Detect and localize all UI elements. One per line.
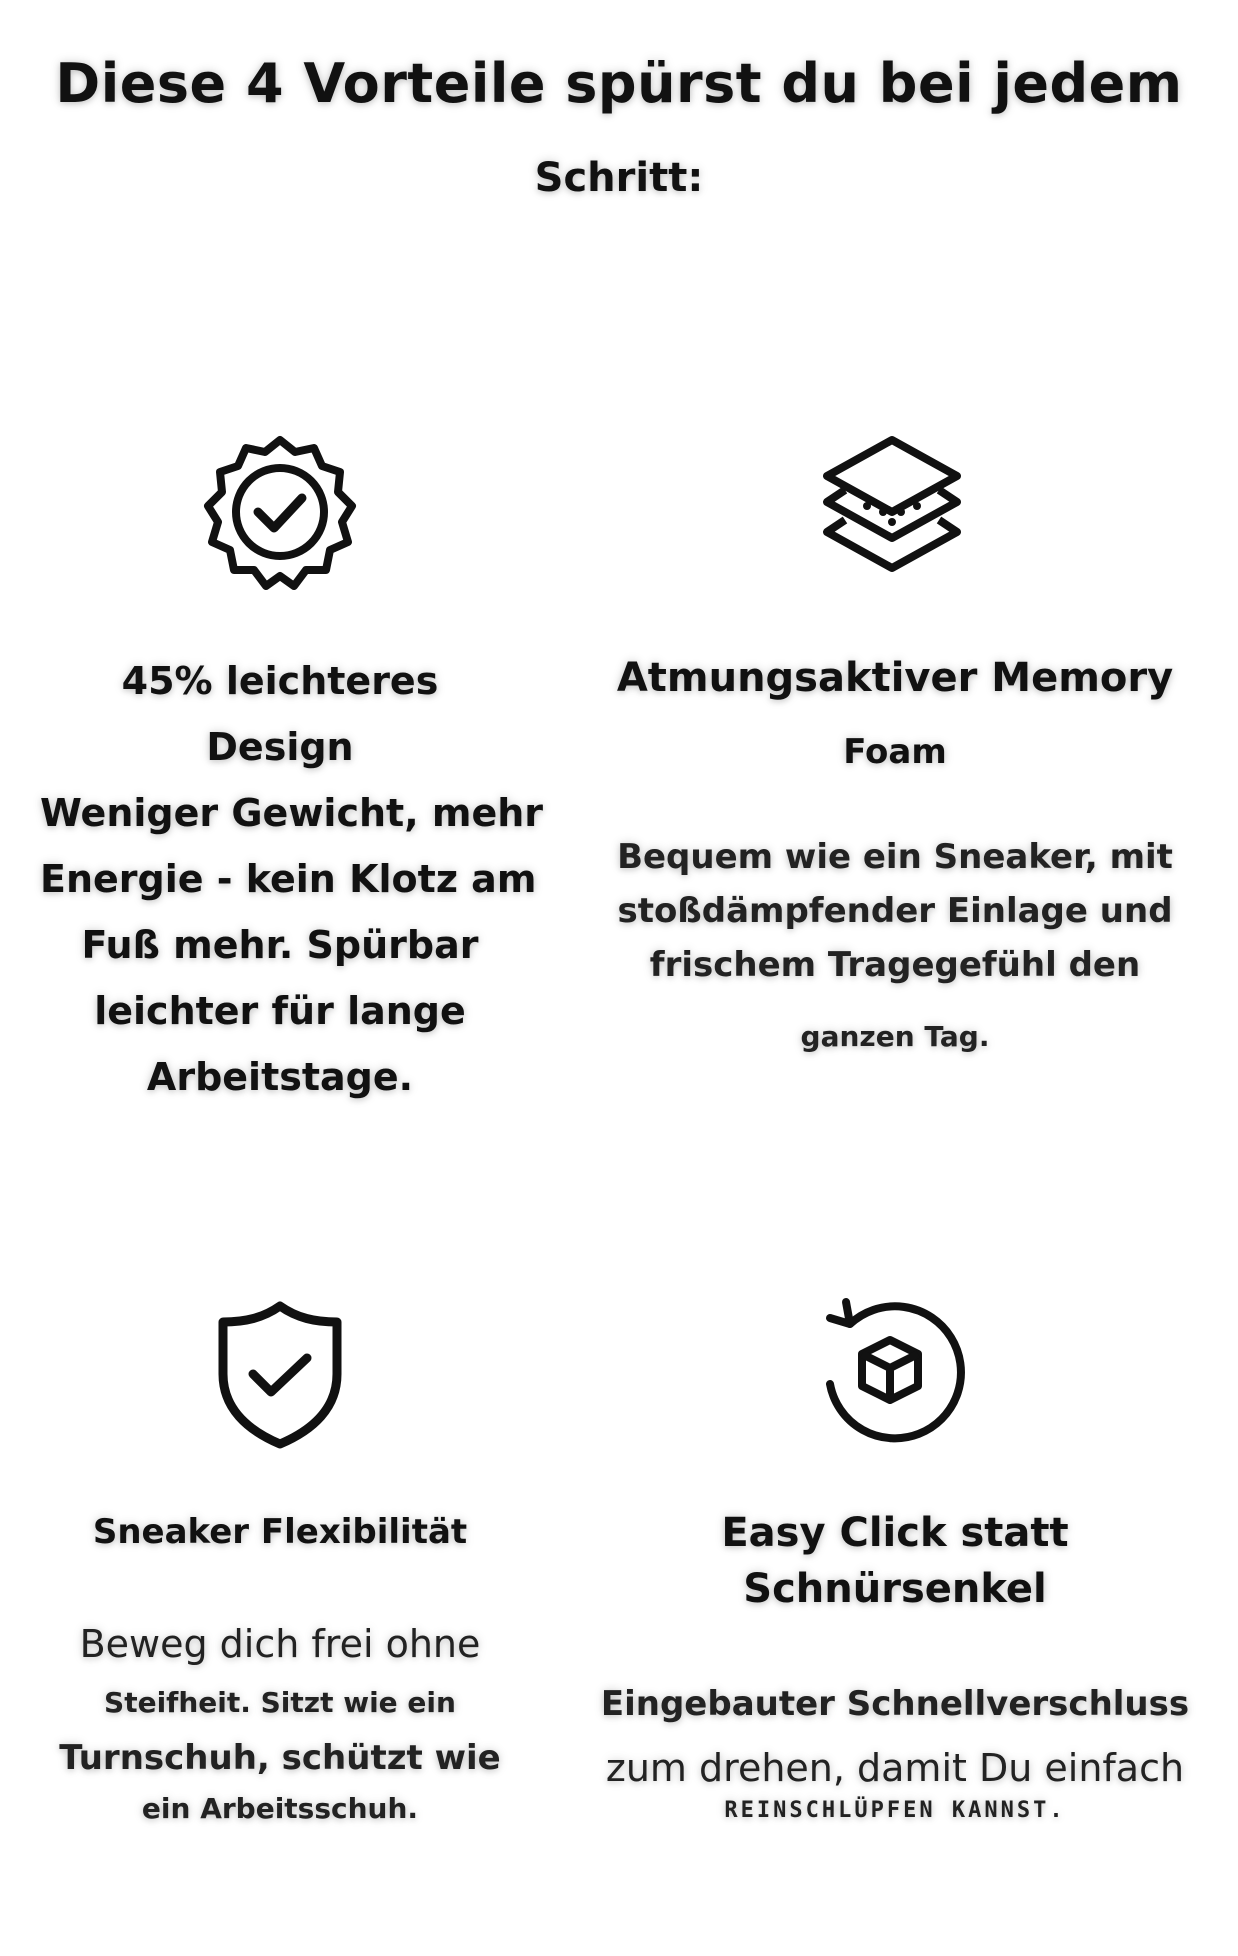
feature-flex-body-line3: Turnschuh, schützt wie — [59, 1738, 501, 1778]
shield-check-icon — [215, 1300, 345, 1450]
feature-foam-heading-continued: Foam — [843, 732, 947, 772]
feature-foam-heading: Atmungsaktiver Memory — [616, 655, 1174, 701]
layers-icon — [817, 432, 967, 592]
rotate-box-icon — [810, 1288, 970, 1448]
feature-click-body-line2: zum drehen, damit Du einfach — [605, 1746, 1185, 1790]
badge-check-icon — [200, 432, 360, 592]
page-title-continued: Schritt: — [534, 155, 704, 201]
feature-flex-heading: Sneaker Flexibilität — [92, 1512, 468, 1552]
feature-light-heading: 45% leichteres Design — [121, 659, 439, 769]
feature-light-body: Weniger Gewicht, mehr Energie - kein Klotz am Fuß mehr. Spürbar leichter für lange Arbeitstage. — [40, 791, 544, 1099]
page-title: Diese 4 Vorteile spürst du bei jedem — [55, 52, 1183, 115]
feature-flex-body-line1: Beweg dich frei ohne — [79, 1622, 481, 1666]
feature-click-body-line3: REINSCHLÜPFEN KANNST. — [724, 1798, 1066, 1823]
feature-flex-body-line2: Steifheit. Sitzt wie ein — [104, 1686, 456, 1719]
feature-click-heading: Easy Click statt Schnürsenkel — [721, 1510, 1069, 1612]
feature-foam-body-last: ganzen Tag. — [800, 1020, 990, 1053]
feature-foam-body: Bequem wie ein Sneaker, mit stoßdämpfender Einlage und frischem Tragegefühl den — [617, 837, 1173, 985]
feature-click-body-line1: Eingebauter Schnellverschluss — [600, 1684, 1190, 1724]
feature-flex-body-line4: ein Arbeitsschuh. — [141, 1792, 419, 1825]
